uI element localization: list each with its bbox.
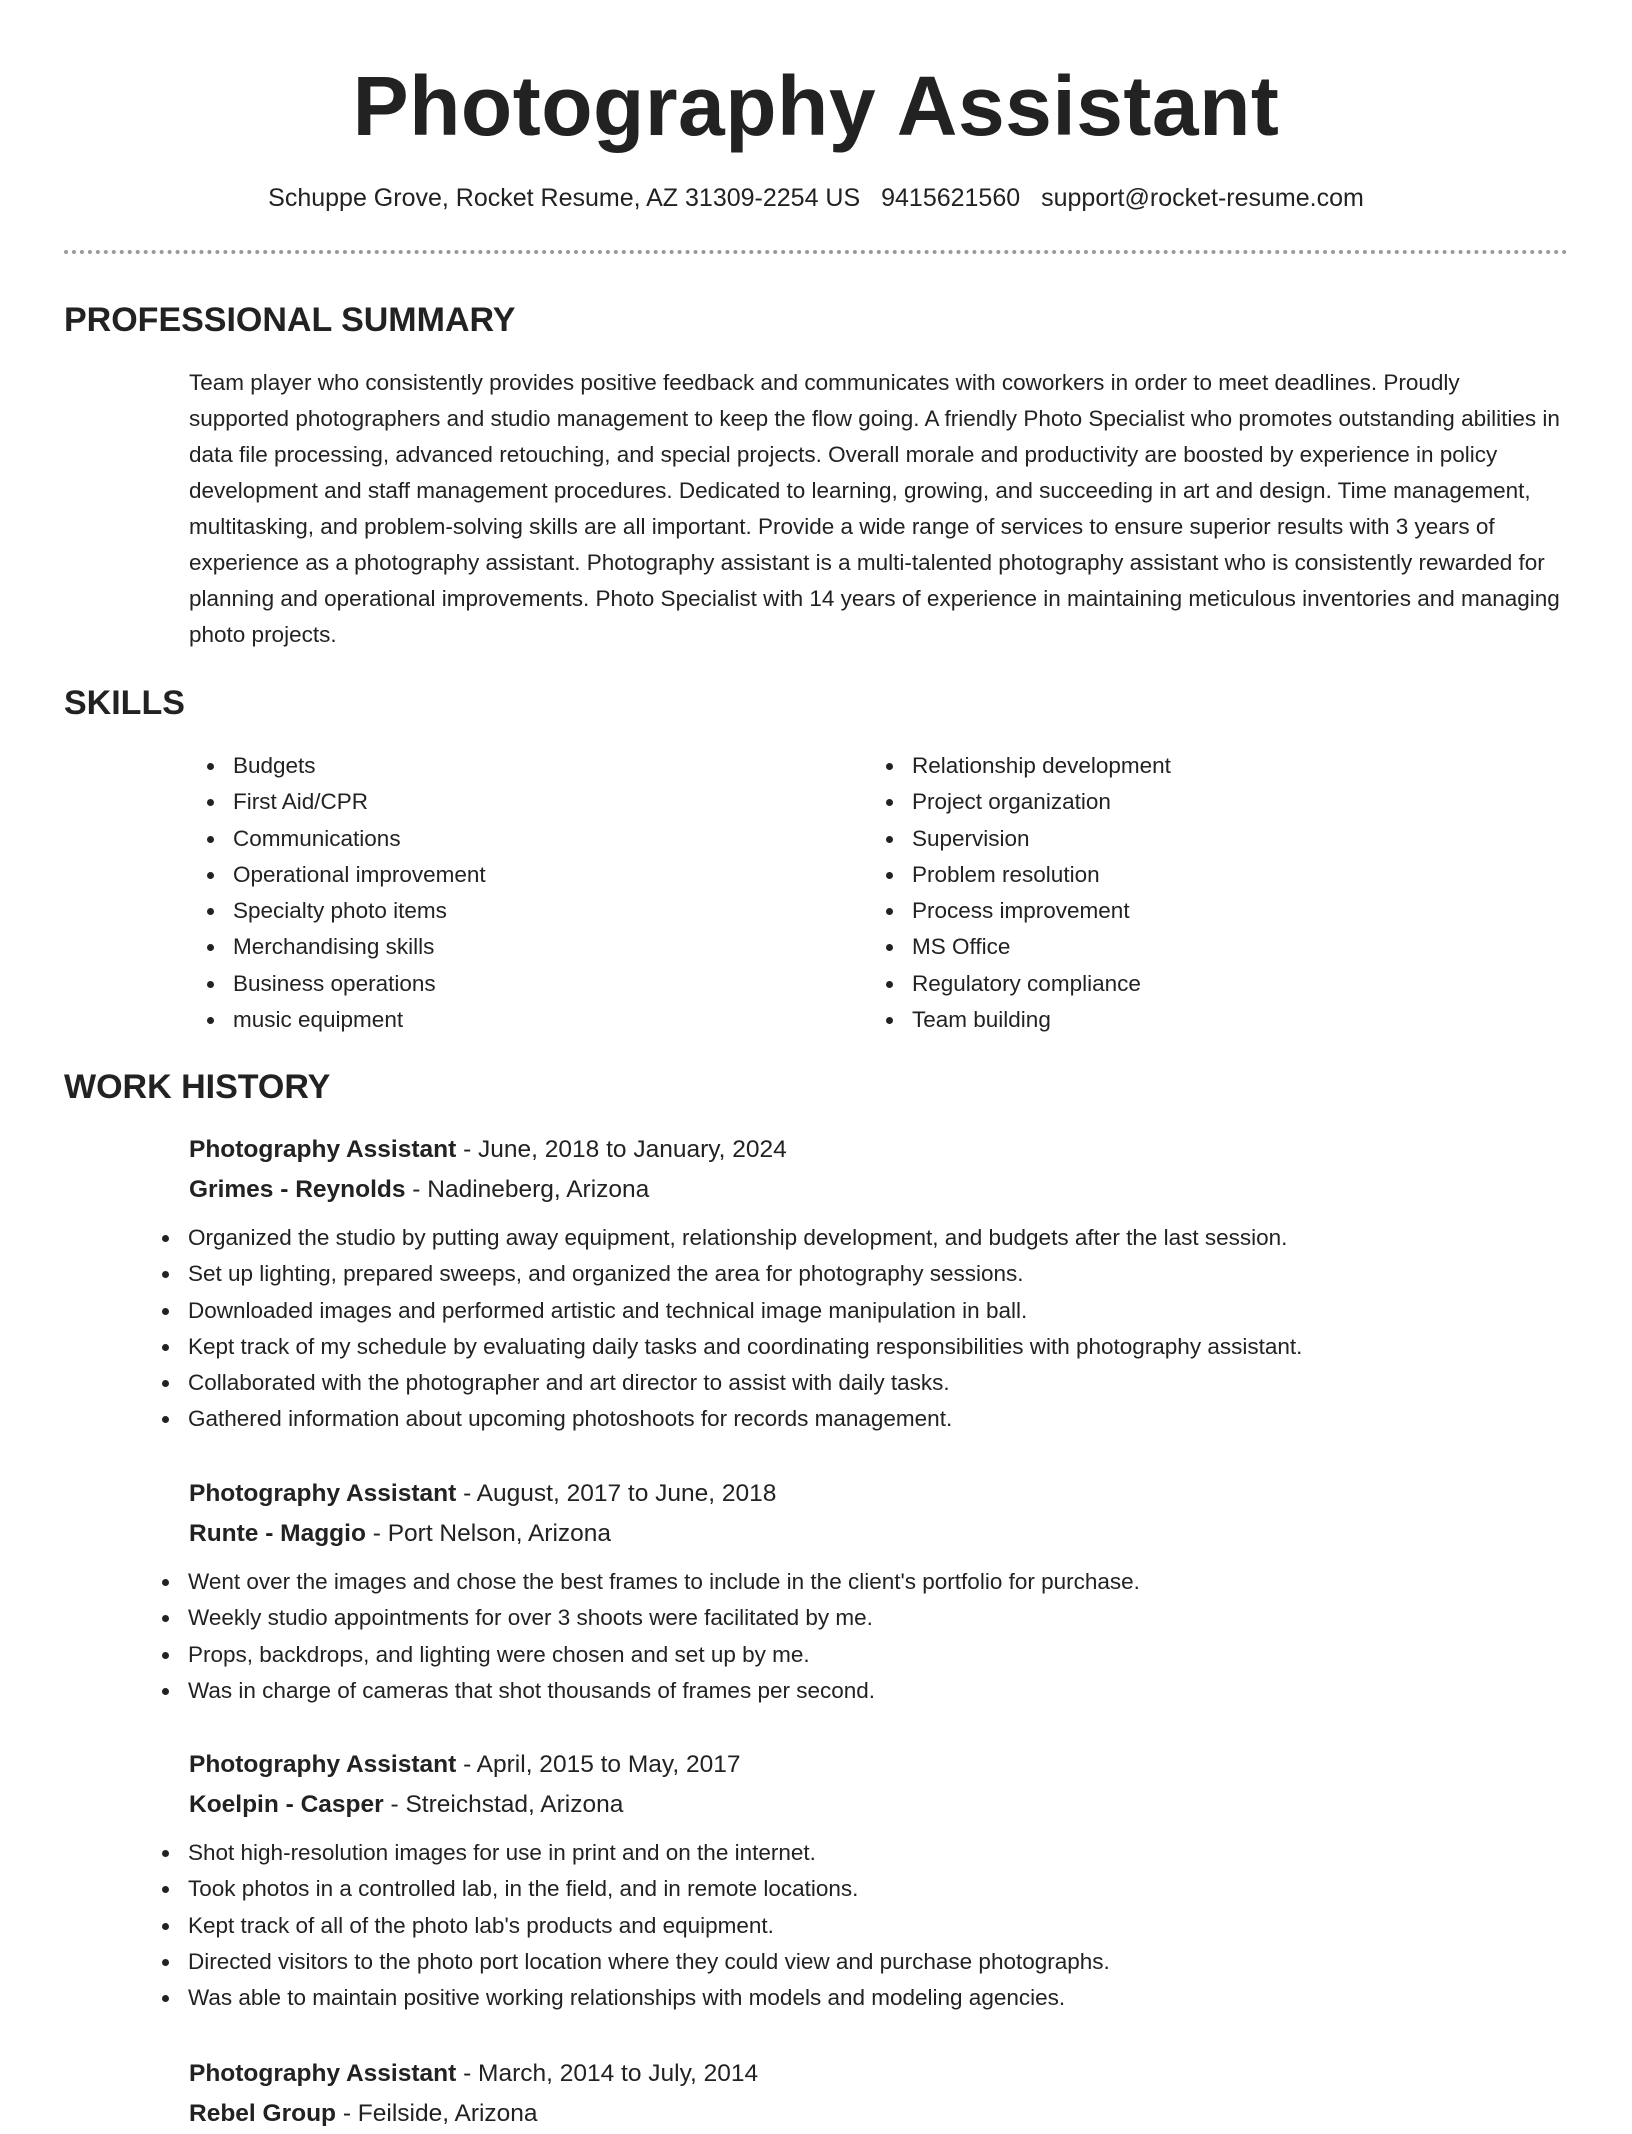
job-bullet: Went over the images and chose the best frames to include in the client's portfolio for purchase. [144,1564,1569,1600]
skill-item: music equipment [189,1002,486,1038]
job-location: - Streichstad, Arizona [383,1791,624,1818]
address: Schuppe Grove, Rocket Resume, AZ 31309-2254 US [268,184,861,212]
job-bullet: Took photos in a controlled lab, in the field, and in remote locations. [144,1871,1569,1907]
job-entry [189,2054,1569,2134]
summary-text: Team player who consistently provides positive feedback and communicates with coworkers in order to meet deadlines. Proudly supported photographers and studio management to keep the flow going. A friendly Photo Specialist who promotes outstanding abilities in data file processing, advanced retouching, and special projects. Overall morale and productivity are boosted by experience in policy development and staff management procedures. Dedicated to learning, growing, and succeeding in art and design. Time management, multitasking, and problem-solving skills are all important. Provide a wide range of services to ensure superior results with 3 years of experience as a photography assistant. Photography assistant is a multi-talented photography assistant who is consistently rewarded for planning and operational improvements. Photo Specialist with 14 years of experience in maintaining meticulous inventories and managing photo projects. [189,370,1560,647]
job-bullet: Was in charge of cameras that shot thousands of frames per second. [144,1673,1569,1709]
job-bullet: Organized the studio by putting away equipment, relationship development, and budgets after the last session. [144,1220,1569,1256]
skills-list-right [868,748,1171,1038]
skill-item: Operational improvement [189,857,486,893]
job-bullets [144,1220,1569,1438]
job-company-line [189,1170,1569,1210]
skill-item: Budgets [189,748,486,784]
skill-item: Specialty photo items [189,893,486,929]
job-bullet: Directed visitors to the photo port location where they could view and purchase photographs. [144,1944,1569,1980]
job-title: Photography Assistant [189,1136,457,1163]
job-bullets [144,1835,1569,2016]
skills-list-left [189,748,486,1038]
skill-item: Regulatory compliance [868,966,1171,1002]
skill-item: MS Office [868,929,1171,965]
job-company-line [189,2094,1569,2134]
skill-item: Business operations [189,966,486,1002]
job-dates: - August, 2017 to June, 2018 [456,1480,777,1507]
skill-item: Merchandising skills [189,929,486,965]
job-entry [189,1130,1569,1438]
job-bullet: Downloaded images and performed artistic and technical image manipulation in ball. [144,1293,1569,1329]
job-title-line [189,1474,1569,1514]
email: support@rocket-resume.com [1041,184,1364,212]
skills-heading: SKILLS [64,684,185,722]
job-bullet: Kept track of my schedule by evaluating daily tasks and coordinating responsibilities with photography assistant. [144,1329,1569,1365]
skill-item: First Aid/CPR [189,784,486,820]
job-location: - Port Nelson, Arizona [365,1520,612,1547]
job-bullet: Gathered information about upcoming photoshoots for records management. [144,1401,1569,1437]
contact-line [0,180,1632,216]
skill-item: Supervision [868,821,1171,857]
job-bullets [144,1564,1569,1709]
job-company-line [189,1514,1569,1554]
skill-item: Project organization [868,784,1171,820]
job-company: Runte - Maggio [189,1520,366,1547]
skill-item: Team building [868,1002,1171,1038]
job-title: Photography Assistant [189,2060,457,2087]
job-bullet: Kept track of all of the photo lab's products and equipment. [144,1908,1569,1944]
job-bullet: Props, backdrops, and lighting were chosen and set up by me. [144,1637,1569,1673]
summary-heading: PROFESSIONAL SUMMARY [64,301,516,339]
phone: 9415621560 [881,184,1021,212]
job-dates: - March, 2014 to July, 2014 [456,2060,759,2087]
skill-item: Process improvement [868,893,1171,929]
candidate-name: Photography Assistant [352,59,1280,153]
job-location: - Nadineberg, Arizona [405,1176,650,1203]
job-title-line [189,1130,1569,1170]
work-history-heading: WORK HISTORY [64,1068,331,1106]
job-entry [189,1474,1569,1709]
job-title-line [189,2054,1569,2094]
job-bullet: Shot high-resolution images for use in print and on the internet. [144,1835,1569,1871]
job-location: - Feilside, Arizona [336,2100,538,2127]
job-bullet: Collaborated with the photographer and art director to assist with daily tasks. [144,1365,1569,1401]
job-dates: - April, 2015 to May, 2017 [456,1751,741,1778]
job-company-line [189,1785,1569,1825]
job-company: Rebel Group [189,2100,337,2127]
job-title: Photography Assistant [189,1751,457,1778]
skill-item: Communications [189,821,486,857]
header-divider [64,250,1568,254]
job-company: Koelpin - Casper [189,1791,384,1818]
job-title-line [189,1745,1569,1785]
job-entry [189,1745,1569,2016]
job-bullet: Set up lighting, prepared sweeps, and organized the area for photography sessions. [144,1256,1569,1292]
job-bullet: Was able to maintain positive working relationships with models and modeling agencies. [144,1980,1569,2016]
job-bullet: Weekly studio appointments for over 3 shoots were facilitated by me. [144,1600,1569,1636]
job-dates: - June, 2018 to January, 2024 [456,1136,787,1163]
job-company: Grimes - Reynolds [189,1176,406,1203]
skill-item: Problem resolution [868,857,1171,893]
skill-item: Relationship development [868,748,1171,784]
job-title: Photography Assistant [189,1480,457,1507]
